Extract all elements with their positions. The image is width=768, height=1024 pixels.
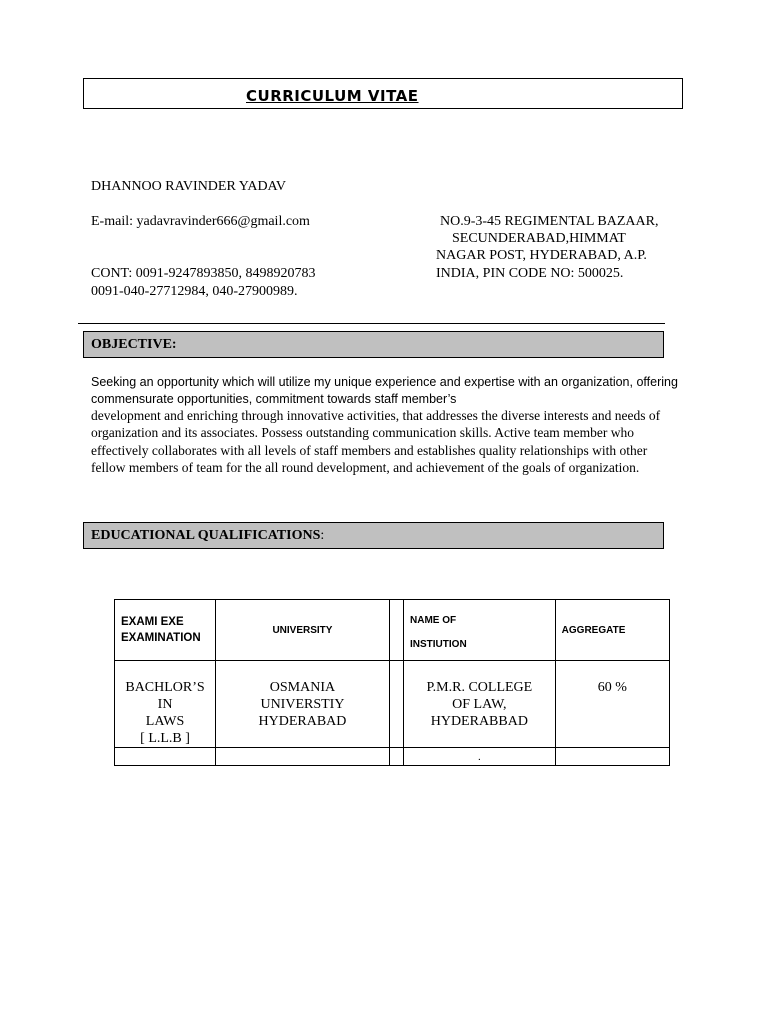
email-line: E-mail: yadavravinder666@gmail.com — [91, 214, 310, 229]
spacer-cell — [389, 661, 403, 748]
phone-line-1: CONT: 0091-9247893850, 8498920783 — [91, 266, 316, 281]
spacer-cell — [389, 600, 403, 661]
address-line-3: NAGAR POST, HYDERABAD, A.P. — [436, 248, 647, 263]
candidate-name: DHANNOO RAVINDER YADAV — [91, 179, 286, 194]
education-table — [114, 599, 670, 766]
address-line-1: NO.9-3-45 REGIMENTAL BAZAAR, — [440, 214, 659, 229]
cell-university: OSMANIA UNIVERSTIY HYDERABAD — [216, 661, 390, 748]
divider-line — [78, 323, 665, 324]
objective-heading-bar — [83, 331, 664, 358]
header-institution: NAME OF INSTIUTION — [404, 600, 556, 661]
education-heading: EDUCATIONAL QUALIFICATIONS: — [91, 528, 325, 543]
objective-heading: OBJECTIVE: — [91, 337, 177, 352]
empty-cell — [216, 748, 390, 766]
cell-exam: BACHLOR’S IN LAWS [ L.L.B ] — [115, 661, 216, 748]
cell-institution: P.M.R. COLLEGE OF LAW, HYDERABBAD — [404, 661, 556, 748]
table-header-row — [115, 600, 670, 661]
header-aggregate: AGGREGATE — [555, 600, 669, 661]
cell-aggregate: 60 % — [555, 661, 669, 748]
objective-text-part2: development and enriching through innovative activities, that addresses the diverse interests and needs of organization and its associates. Possess outstanding communication skills. Active team member who effectively collaborates with all levels of staff members and establishes quality relationships with other fellow members of team for the all round development, and achievement of the goals of organization. — [91, 408, 661, 475]
table-row — [115, 748, 670, 766]
empty-cell — [115, 748, 216, 766]
spacer-cell — [389, 748, 403, 766]
education-heading-bar — [83, 522, 664, 549]
objective-text-part1: Seeking an opportunity which will utilize my unique experience and expertise with an organization, offering commensurate opportunities, commitment towards staff member’s — [91, 375, 678, 407]
address-line-2: SECUNDERABAD,HIMMAT — [452, 231, 626, 246]
header-university: UNIVERSITY — [216, 600, 390, 661]
empty-cell — [555, 748, 669, 766]
address-line-4: INDIA, PIN CODE NO: 500025. — [436, 266, 624, 281]
phone-line-2: 0091-040-27712984, 040-27900989. — [91, 284, 298, 299]
header-exam: EXAMI EXE EXAMINATION — [115, 600, 216, 661]
empty-row-mark: . — [404, 748, 556, 766]
table-row — [115, 661, 670, 748]
title-box — [83, 78, 683, 109]
document-title: CURRICULUM VITAE — [246, 87, 419, 105]
